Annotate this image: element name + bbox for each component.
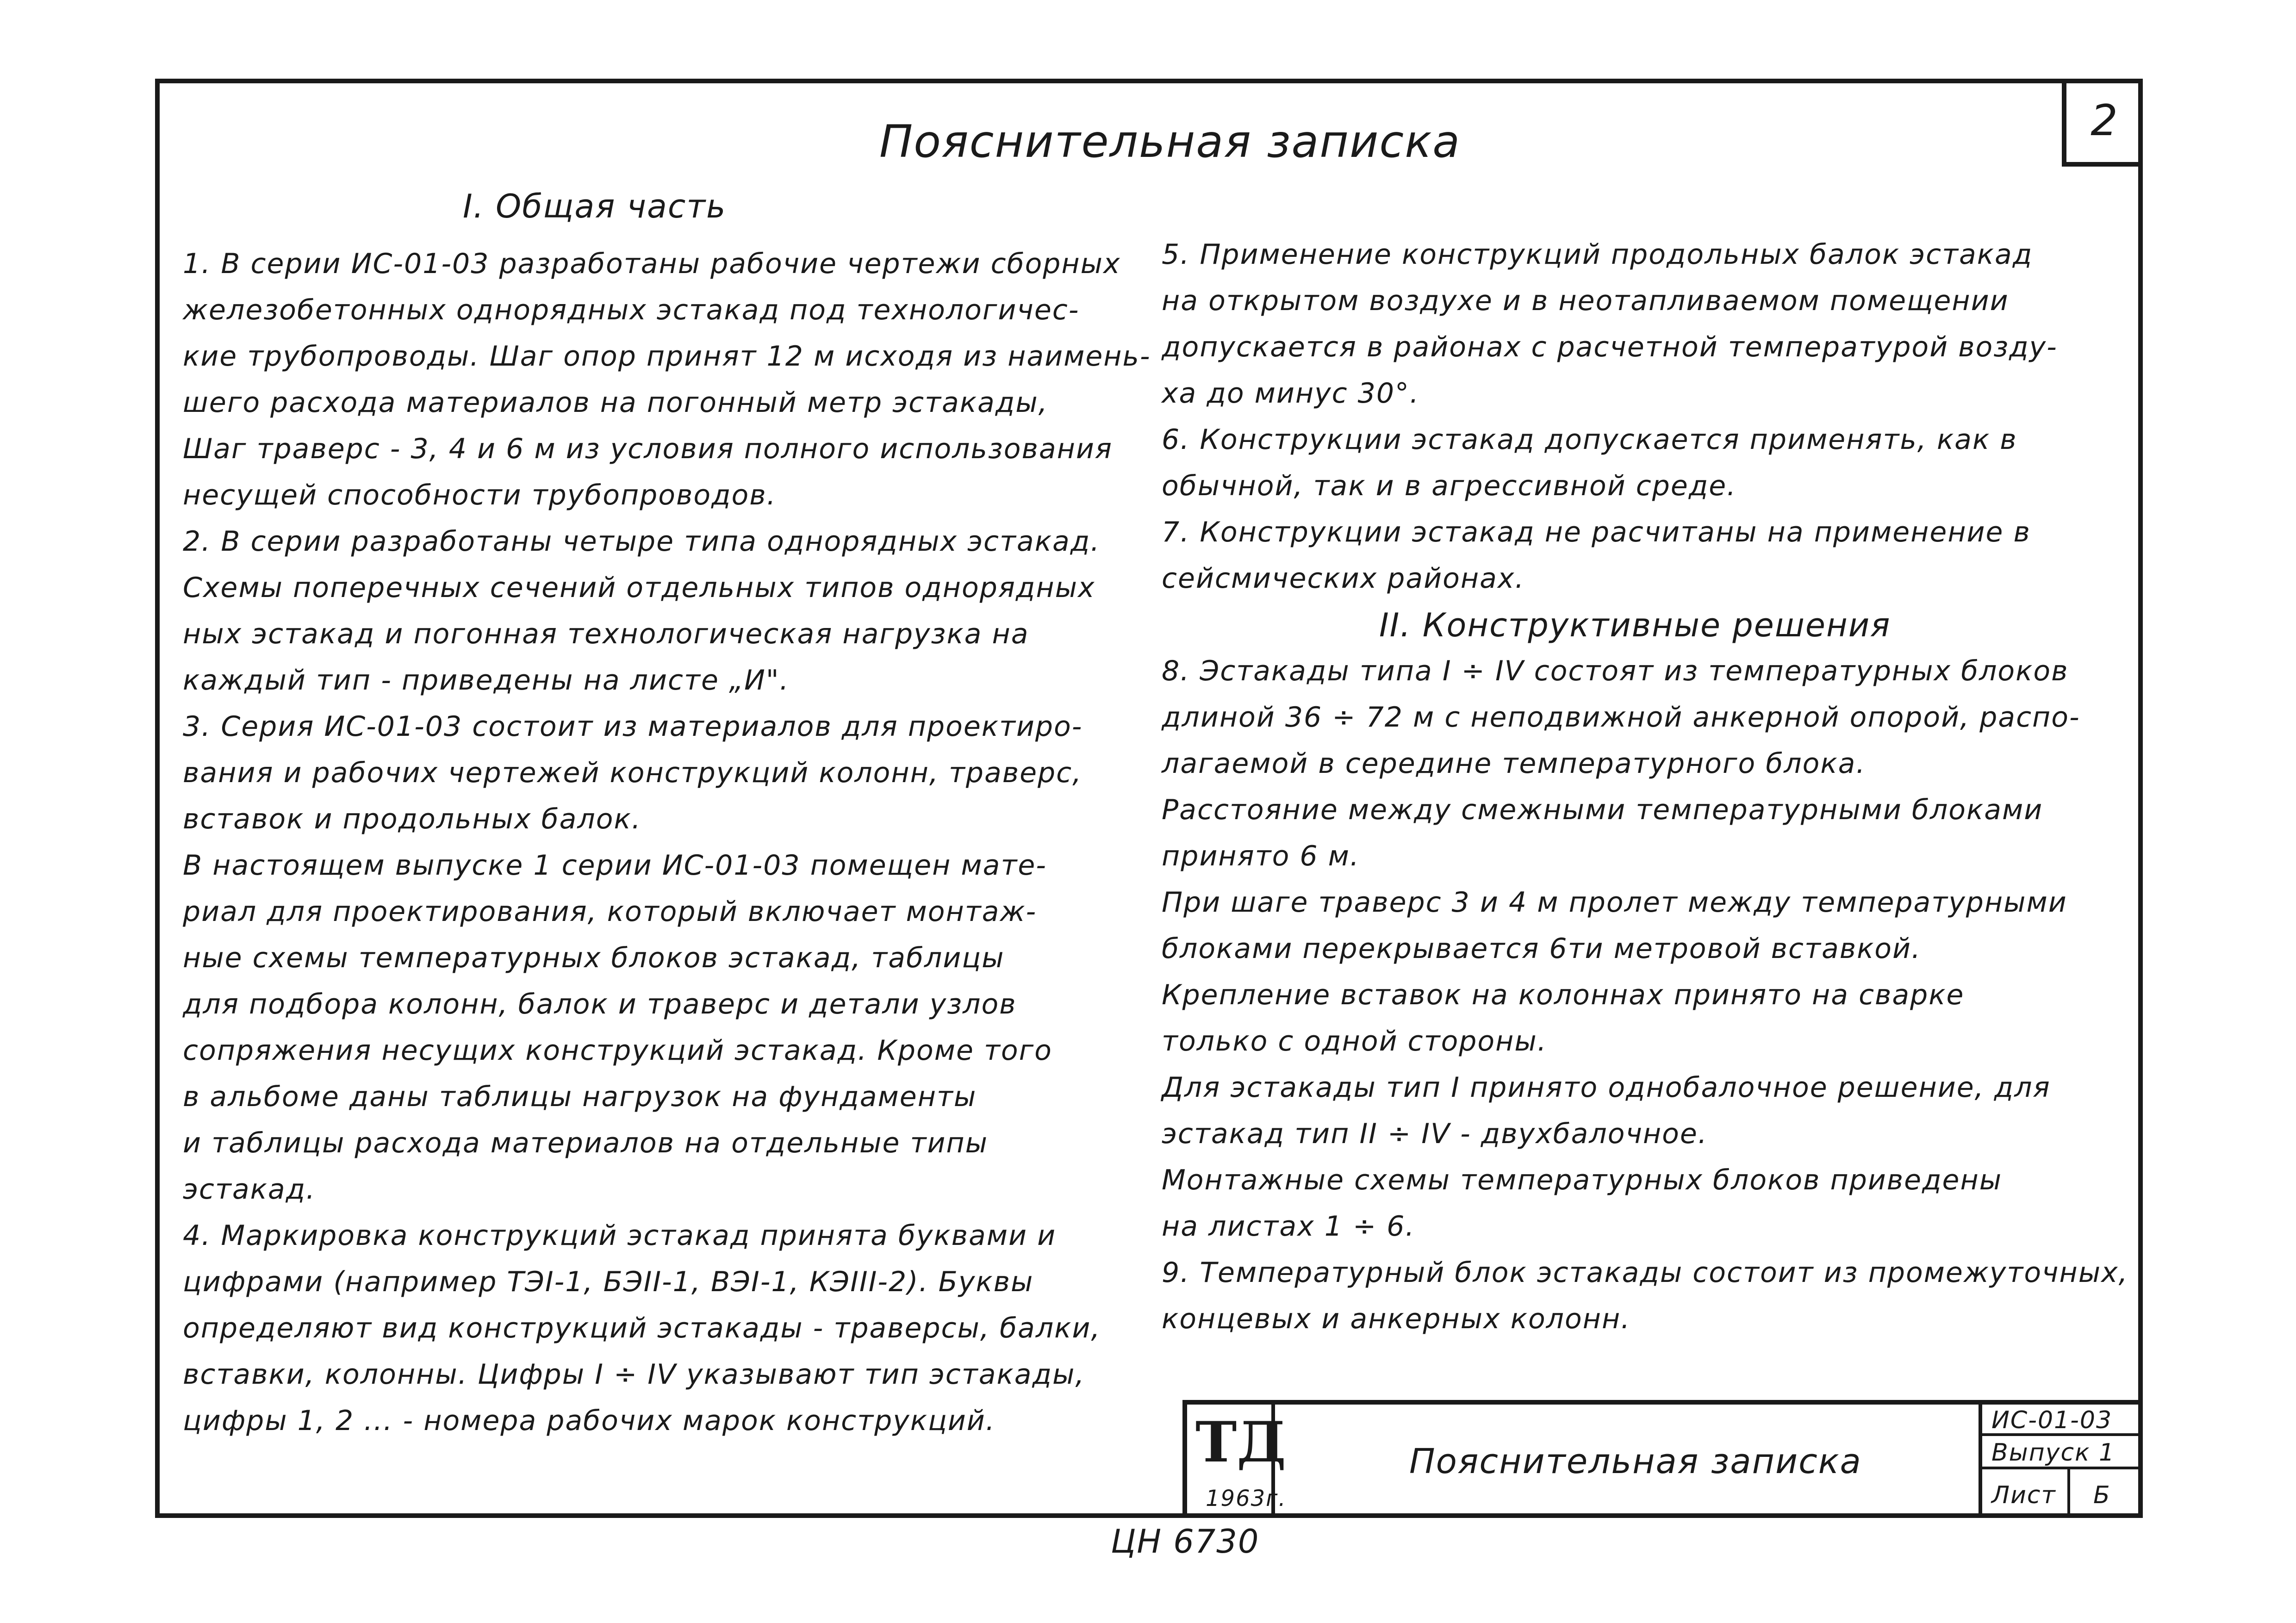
text-line: сейсмических районах. bbox=[1162, 562, 1525, 595]
logo-cell bbox=[1187, 1405, 1287, 1518]
text-line: несущей способности трубопроводов. bbox=[183, 479, 777, 511]
right-column bbox=[1162, 231, 2138, 1342]
text-line: ные схемы температурных блоков эстакад, таблицы bbox=[183, 942, 1005, 974]
title-block bbox=[1182, 1400, 2143, 1518]
text-line: в альбоме даны таблицы нагрузок на фундаменты bbox=[183, 1081, 977, 1113]
text-line: эстакад. bbox=[183, 1173, 316, 1206]
title-block-title: Пояснительная записка bbox=[1409, 1442, 1862, 1481]
text-line: определяют вид конструкций эстакады - траверсы, балки, bbox=[183, 1312, 1101, 1344]
text-line: 7. Конструкции эстакад не расчитаны на применение в bbox=[1162, 516, 2031, 548]
series-code: ИС-01-03 bbox=[1982, 1408, 2143, 1436]
logo-year: 1963г. bbox=[1206, 1486, 1287, 1511]
left-column bbox=[183, 241, 1151, 1444]
text-line: ных эстакад и погонная технологическая нагрузка на bbox=[183, 618, 1029, 650]
sheet-value: Б bbox=[2093, 1481, 2111, 1509]
text-line: на листах 1 ÷ 6. bbox=[1162, 1210, 1415, 1243]
text-line: и таблицы расхода материалов на отдельные типы bbox=[183, 1127, 989, 1159]
text-line: длиной 36 ÷ 72 м с неподвижной анкерной опорой, распо- bbox=[1162, 701, 2080, 734]
text-line: цифрами (например ТЭI-1, БЭII-1, ВЭI-1, КЭIII-2). Буквы bbox=[183, 1266, 1034, 1298]
text-line: для подбора колонн, балок и траверс и детали узлов bbox=[183, 988, 1017, 1020]
text-line: 5. Применение конструкций продольных балок эстакад bbox=[1162, 238, 2033, 271]
text-line: блоками перекрывается 6ти метровой вставкой. bbox=[1162, 933, 1922, 965]
section-title-design: II. Конструктивные решения bbox=[1379, 606, 1891, 644]
organization-logo: ТД bbox=[1195, 1410, 1286, 1475]
text-line: кие трубопроводы. Шаг опор принят 12 м исходя из наимень- bbox=[183, 340, 1151, 373]
text-line: только с одной стороны. bbox=[1162, 1025, 1547, 1057]
section-title-general: I. Общая часть bbox=[463, 187, 727, 225]
text-line: шего расхода материалов на погонный метр эстакады, bbox=[183, 386, 1048, 419]
text-line: 8. Эстакады типа I ÷ IV состоят из температурных блоков bbox=[1162, 655, 2069, 687]
text-line: Шаг траверс - 3, 4 и 6 м из условия полного использования bbox=[183, 433, 1113, 465]
text-line: эстакад тип II ÷ IV - двухбалочное. bbox=[1162, 1118, 1708, 1150]
document-title: Пояснительная записка bbox=[879, 116, 1461, 168]
text-line: концевых и анкерных колонн. bbox=[1162, 1303, 1631, 1335]
text-line: железобетонных однорядных эстакад под технологичес- bbox=[183, 294, 1080, 326]
text-line: риал для проектирования, который включает монтаж- bbox=[183, 895, 1037, 928]
inventory-number: ЦН 6730 bbox=[1111, 1523, 1260, 1561]
sheet-number: 2 bbox=[2062, 79, 2143, 167]
text-line: вания и рабочих чертежей конструкций колонн, траверс, bbox=[183, 757, 1083, 789]
title-block-info bbox=[1979, 1405, 2143, 1518]
text-line: Крепление вставок на колоннах принято на сварке bbox=[1162, 979, 1965, 1011]
text-line: ха до минус 30°. bbox=[1162, 377, 1420, 410]
text-line: цифры 1, 2 ... - номера рабочих марок конструкций. bbox=[183, 1405, 996, 1437]
text-line: Монтажные схемы температурных блоков приведены bbox=[1162, 1164, 2003, 1196]
text-line: на открытом воздухе и в неотапливаемом помещении bbox=[1162, 285, 2009, 317]
text-line: Расстояние между смежными температурными блоками bbox=[1162, 794, 2043, 826]
text-line: 1. В серии ИС-01-03 разработаны рабочие чертежи сборных bbox=[183, 248, 1121, 280]
text-line: 2. В серии разработаны четыре типа однорядных эстакад. bbox=[183, 525, 1101, 558]
text-line: 9. Температурный блок эстакады состоит из промежуточных, bbox=[1162, 1256, 2128, 1289]
issue-number: Выпуск 1 bbox=[1982, 1437, 2143, 1469]
text-line: При шаге траверс 3 и 4 м пролет между температурными bbox=[1162, 886, 2067, 919]
text-line: Схемы поперечных сечений отдельных типов однорядных bbox=[183, 572, 1095, 604]
text-line: 3. Серия ИС-01-03 состоит из материалов для проектиро- bbox=[183, 710, 1083, 743]
sheet-label: Лист bbox=[1982, 1469, 2070, 1518]
text-line: Для эстакады тип I принято однобалочное решение, для bbox=[1162, 1071, 2051, 1104]
text-line: допускается в районах с расчетной температурой возду- bbox=[1162, 331, 2058, 363]
text-line: 4. Маркировка конструкций эстакад принята буквами и bbox=[183, 1219, 1057, 1252]
text-line: В настоящем выпуске 1 серии ИС-01-03 помещен мате- bbox=[183, 849, 1047, 882]
text-line: вставки, колонны. Цифры I ÷ IV указывают тип эстакады, bbox=[183, 1358, 1085, 1391]
text-line: обычной, так и в агрессивной среде. bbox=[1162, 470, 1737, 502]
text-line: каждый тип - приведены на листе „И". bbox=[183, 664, 790, 696]
text-line: лагаемой в середине температурного блока. bbox=[1162, 747, 1866, 780]
text-line: сопряжения несущих конструкций эстакад. Кроме того bbox=[183, 1034, 1052, 1067]
text-line: принято 6 м. bbox=[1162, 840, 1360, 872]
text-line: вставок и продольных балок. bbox=[183, 803, 641, 835]
text-line: 6. Конструкции эстакад допускается применять, как в bbox=[1162, 423, 2017, 456]
